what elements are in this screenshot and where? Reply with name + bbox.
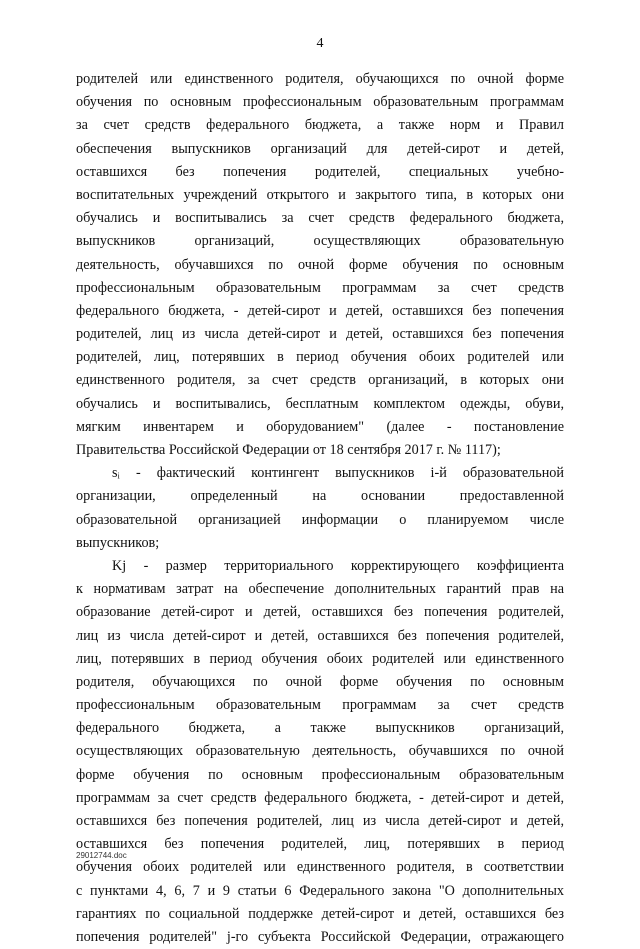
text-line: лиц, потерявших в период обучения обоих родителей или единственного [76, 650, 564, 667]
text-line: sᵢ - фактический контингент выпускников i-й образовательной [112, 465, 564, 482]
text-line: мягким инвентарем и оборудованием" (далее - постановление [76, 418, 564, 435]
text-line: образовательной организацией информации о планируемом числе [76, 511, 564, 528]
text-line: обучения обоих родителей или единственного родителя, в соответствии [76, 859, 564, 876]
text-line: Правительства Российской Федерации от 18 сентября 2017 г. № 1117); [76, 442, 501, 458]
document-body [76, 68, 564, 949]
text-line: профессиональным образовательным программам за счет средств [76, 697, 564, 714]
text-line: форме обучения по основным профессиональным образовательным [76, 766, 564, 783]
text-line: профессиональным образовательным программам за счет средств [76, 279, 564, 296]
text-line: родителей, лиц, потерявших в период обучения обоих родителей или [76, 349, 564, 366]
paragraph [76, 462, 564, 555]
text-line: родителей или единственного родителя, обучающихся по очной форме [76, 71, 564, 87]
text-line: выпускников; [76, 534, 160, 551]
text-line: за счет средств федерального бюджета, а также норм и Правил [76, 117, 564, 134]
text-line: обучались и воспитывались за счет средств федерального бюджета, [76, 210, 564, 227]
text-line: образование детей-сирот и детей, оставшихся без попечения родителей, [76, 604, 564, 621]
text-line: Kj - размер территориального корректирующего коэффициента [112, 557, 564, 574]
text-line: федерального бюджета, а также выпускников организаций, [76, 720, 564, 737]
paragraph [76, 68, 564, 462]
text-line: гарантиях по социальной поддержке детей-сирот и детей, оставшихся без [76, 905, 564, 922]
text-line: оставшихся без попечения родителей, лиц, потерявших в период [76, 836, 564, 853]
paragraph [76, 555, 564, 949]
text-line: воспитательных учреждений открытого и закрытого типа, в которых они [76, 186, 564, 203]
text-line: обеспечения выпускников организаций для детей-сирот и детей, [76, 140, 564, 157]
text-line: осуществляющих образовательную деятельность, обучавшихся по очной [76, 743, 564, 760]
text-line: организации, определенный на основании предоставленной [76, 488, 564, 505]
text-line: к нормативам затрат на обеспечение дополнительных гарантий прав на [76, 581, 564, 598]
text-line: с пунктами 4, 6, 7 и 9 статьи 6 Федерального закона "О дополнительных [76, 882, 564, 899]
text-line: оставшихся без попечения родителей, лиц из числа детей-сирот и детей, [76, 813, 564, 829]
text-line: лиц из числа детей-сирот и детей, оставшихся без попечения родителей, [76, 627, 564, 644]
text-line: деятельность, обучавшихся по очной форме обучения по основным [76, 256, 564, 273]
text-line: обучались и воспитывались, бесплатным комплектом одежды, обуви, [76, 395, 564, 412]
text-line: федерального бюджета, - детей-сирот и детей, оставшихся без попечения [76, 302, 564, 319]
file-name-footer: 29012744.doc [76, 851, 127, 860]
text-line: обучения по основным профессиональным образовательным программам [76, 94, 564, 111]
text-line: единственного родителя, за счет средств организаций, в которых они [76, 372, 564, 389]
text-line: оставшихся без попечения родителей, специальных учебно- [76, 163, 564, 180]
text-line: выпускников организаций, осуществляющих образовательную [76, 233, 564, 250]
text-line: родителя, обучающихся по очной форме обучения по основным [76, 673, 564, 690]
text-line: попечения родителей" j-го субъекта Российской Федерации, отражающего [76, 928, 564, 945]
page-number: 4 [316, 36, 324, 51]
text-line: программам за счет средств федерального бюджета, - детей-сирот и детей, [76, 789, 564, 806]
text-line: родителей, лиц из числа детей-сирот и детей, оставшихся без попечения [76, 326, 564, 343]
